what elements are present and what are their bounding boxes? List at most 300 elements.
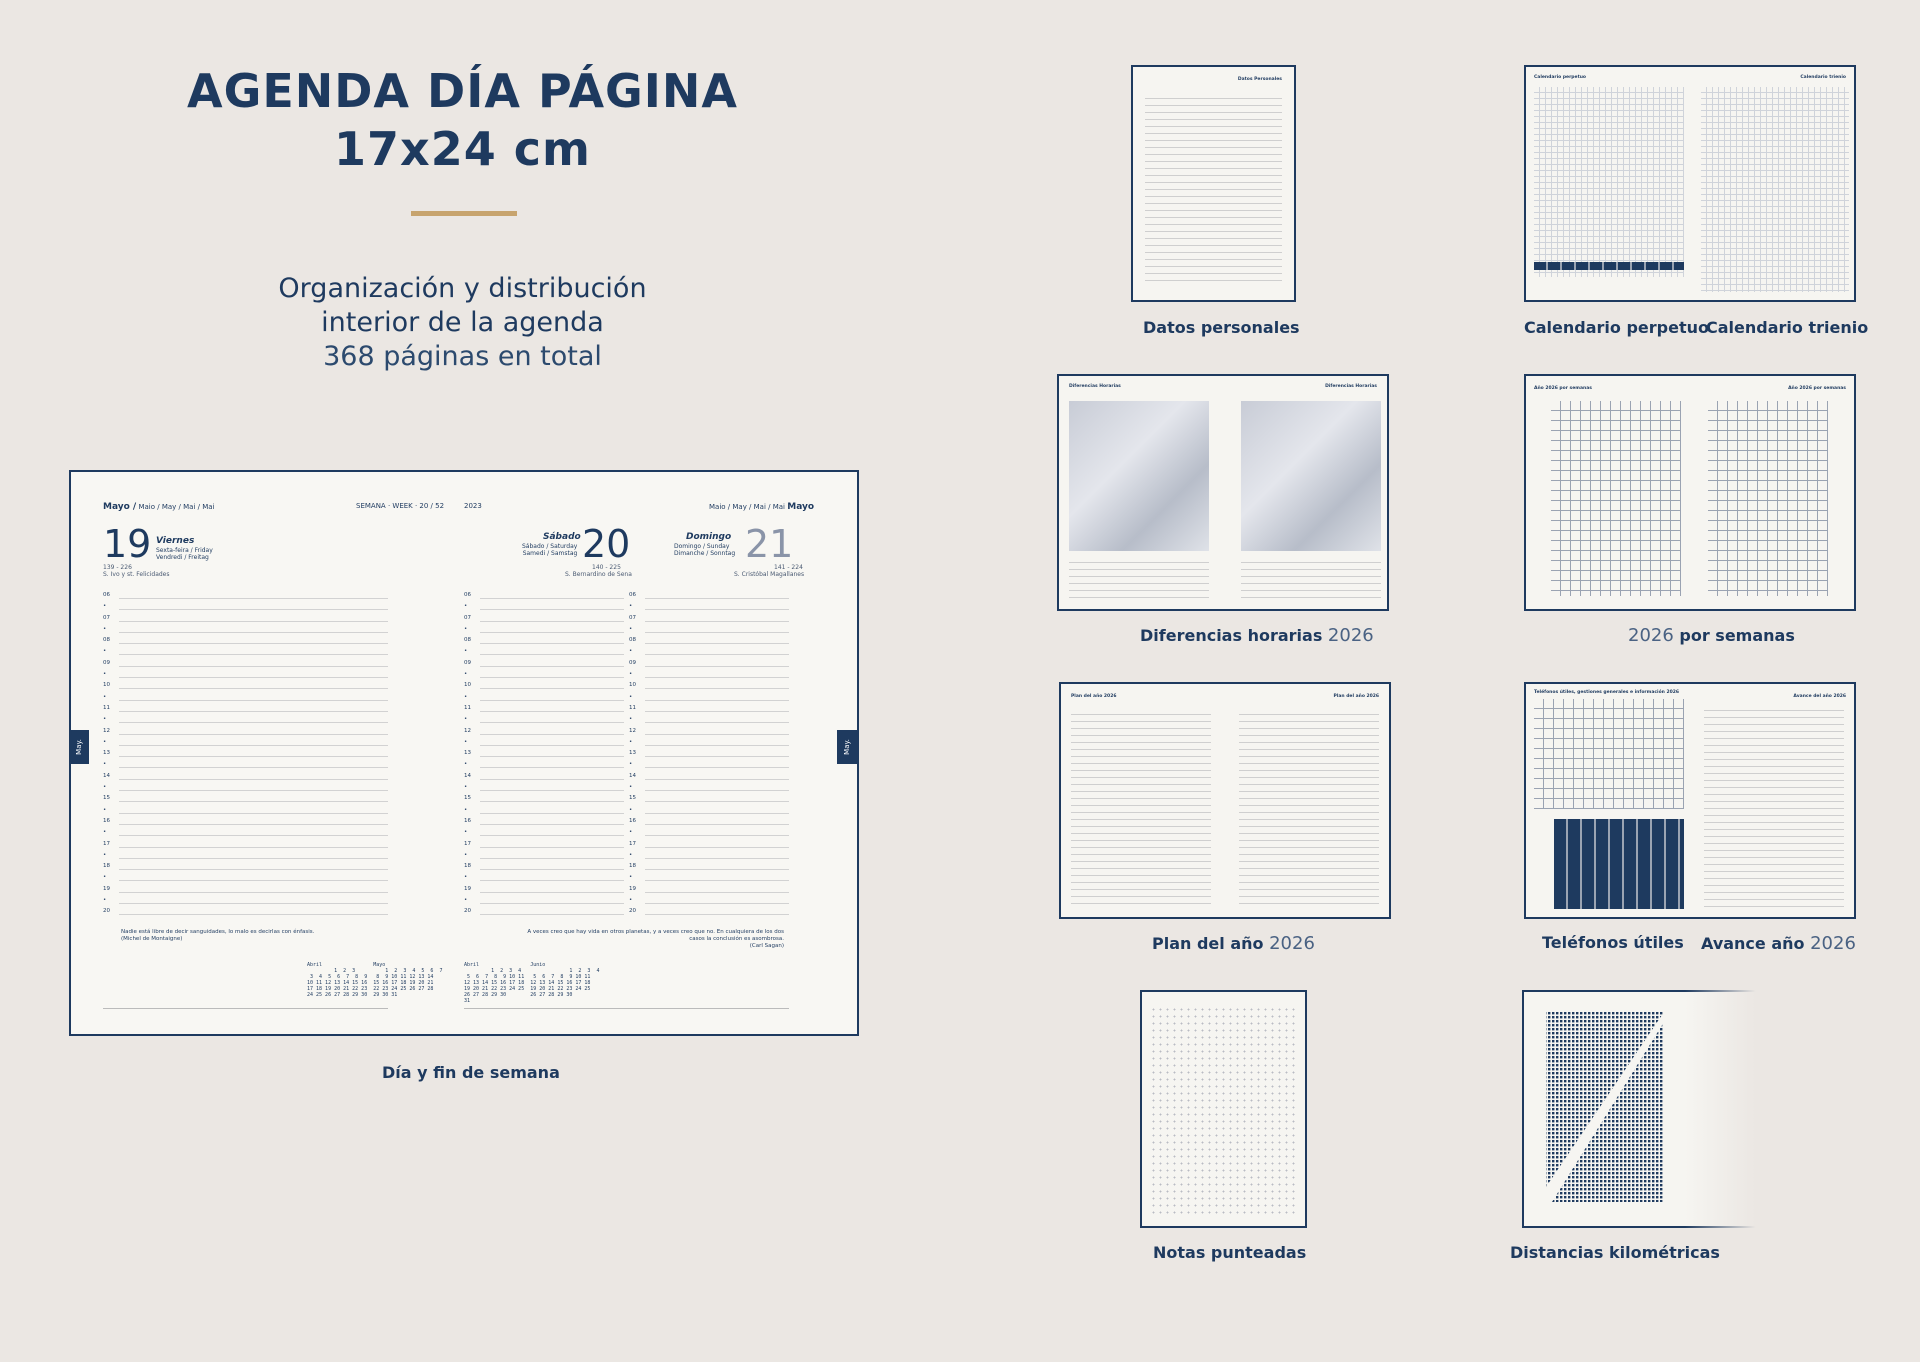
hour-row[interactable] xyxy=(103,841,388,852)
hour-line xyxy=(480,835,624,836)
hour-row[interactable] xyxy=(629,841,789,852)
hour-label: 07 xyxy=(103,614,110,621)
day-name-saturday: Sábado xyxy=(543,532,581,542)
divider xyxy=(103,1008,388,1009)
hour-row[interactable] xyxy=(629,637,789,648)
hour-label: • xyxy=(629,603,633,610)
hour-line xyxy=(119,801,388,802)
hour-line xyxy=(480,711,624,712)
caption-diferencias-horarias xyxy=(1140,625,1374,646)
hour-label: • xyxy=(629,716,633,723)
hour-row[interactable] xyxy=(464,592,624,603)
hour-row[interactable] xyxy=(464,897,624,908)
hour-line xyxy=(119,903,388,904)
hour-line xyxy=(645,598,789,599)
hour-label: • xyxy=(103,874,107,881)
hour-row[interactable] xyxy=(629,874,789,885)
hour-row[interactable] xyxy=(103,795,388,806)
hour-row[interactable] xyxy=(464,648,624,659)
hour-line xyxy=(645,700,789,701)
hour-row[interactable] xyxy=(464,818,624,829)
hour-row[interactable] xyxy=(103,852,388,863)
day-number-19: 19 xyxy=(103,522,152,566)
hour-line xyxy=(119,745,388,746)
hour-line xyxy=(119,700,388,701)
hour-row[interactable] xyxy=(464,863,624,874)
caption-plan-del-ano xyxy=(1152,933,1315,954)
month-tab-left[interactable] xyxy=(69,730,89,764)
hour-label: 09 xyxy=(464,659,471,666)
hour-row[interactable] xyxy=(103,615,388,626)
weeks-table-right xyxy=(1708,401,1828,596)
hour-row[interactable] xyxy=(103,818,388,829)
hour-line xyxy=(480,745,624,746)
sun-saint: S. Cristóbal Magallanes xyxy=(734,571,805,578)
hour-line xyxy=(480,609,624,610)
hour-row[interactable] xyxy=(103,807,388,818)
hour-row[interactable] xyxy=(464,773,624,784)
hour-row[interactable] xyxy=(629,660,789,671)
plan-left-lines xyxy=(1071,708,1211,908)
right-page xyxy=(464,472,857,1034)
hour-label: 11 xyxy=(103,704,110,711)
hour-label: 14 xyxy=(464,772,471,779)
hour-line xyxy=(480,756,624,757)
caption-year: 2026 xyxy=(1327,625,1374,646)
hour-row[interactable] xyxy=(629,615,789,626)
thumb-por-semanas xyxy=(1524,374,1856,611)
hour-label: 16 xyxy=(103,817,110,824)
hour-row[interactable] xyxy=(103,739,388,750)
hour-label: • xyxy=(464,603,468,610)
hour-label: • xyxy=(464,648,468,655)
hour-label: 09 xyxy=(629,659,636,666)
subtitle-line-1: Organización y distribución xyxy=(278,273,647,304)
day-spread-preview xyxy=(69,470,859,1036)
hour-row[interactable] xyxy=(629,682,789,693)
hour-line xyxy=(119,858,388,859)
hour-line xyxy=(119,914,388,915)
sat-trans-1: Sábado / Saturday xyxy=(522,543,578,550)
hour-label: 10 xyxy=(464,682,471,689)
hour-line xyxy=(119,654,388,655)
hour-label: • xyxy=(629,897,633,904)
thumb-title-plan-left: Plan del año 2026 xyxy=(1071,694,1117,699)
hour-label: 15 xyxy=(464,795,471,802)
thumb-title-tel: Teléfonos útiles, gestiones generales e información 2026 xyxy=(1534,690,1679,695)
hour-label: • xyxy=(464,716,468,723)
hour-label: 14 xyxy=(103,772,110,779)
hour-line xyxy=(645,722,789,723)
caption-year: 2026 xyxy=(1269,933,1315,954)
thumb-plan-del-ano xyxy=(1059,682,1391,919)
hour-line xyxy=(119,880,388,881)
hour-line xyxy=(119,767,388,768)
hour-label: • xyxy=(464,851,468,858)
hour-label: 17 xyxy=(629,840,636,847)
hour-row[interactable] xyxy=(629,694,789,705)
hour-line xyxy=(119,609,388,610)
hour-line xyxy=(480,801,624,802)
hour-line xyxy=(645,745,789,746)
title-line-2: 17x24 cm xyxy=(334,122,591,176)
day-number-21: 21 xyxy=(745,522,794,566)
hour-line xyxy=(645,813,789,814)
tab-label-right: May. xyxy=(842,739,851,755)
hour-label: • xyxy=(464,738,468,745)
hour-row[interactable] xyxy=(629,852,789,863)
hour-line xyxy=(119,779,388,780)
hour-line xyxy=(119,688,388,689)
mini-calendar-right: Abril Junio 1 2 3 4 1 2 3 4 5 6 7 8 9 10 11 5 6 7 8 9 10 11 12 13 14 15 16 17 18 12 13 14 15 16 17 18 19 20 21 22 23 24 25 19 20 21 22 23 24 25 26 27 28 29 30 26 27 28 29 30 31 xyxy=(464,962,600,1004)
hour-row[interactable] xyxy=(464,615,624,626)
hour-line xyxy=(645,914,789,915)
hour-row[interactable] xyxy=(464,716,624,727)
hour-line xyxy=(645,790,789,791)
caption-text: Plan del año xyxy=(1152,934,1264,953)
perpetual-grid xyxy=(1534,87,1684,277)
title-line-1: AGENDA DÍA PÁGINA xyxy=(186,64,739,118)
hour-line xyxy=(645,643,789,644)
hour-label: 08 xyxy=(464,637,471,644)
hour-row[interactable] xyxy=(103,716,388,727)
thumb-datos-personales xyxy=(1131,65,1296,302)
thumb-title-dif-right: Diferencias Horarias xyxy=(1325,384,1377,389)
thumb-title-dif-left: Diferencias Horarias xyxy=(1069,384,1121,389)
caption-year: 2026 xyxy=(1628,625,1674,646)
hour-label: 17 xyxy=(103,840,110,847)
day-translations-friday xyxy=(156,547,213,561)
gold-divider xyxy=(411,211,517,216)
caption-text: Avance año xyxy=(1701,934,1805,953)
hour-label: • xyxy=(464,671,468,678)
hour-row[interactable] xyxy=(464,660,624,671)
world-map-right xyxy=(1241,401,1381,551)
quote-left xyxy=(121,929,341,943)
hour-row[interactable] xyxy=(103,648,388,659)
hour-line xyxy=(119,824,388,825)
hour-line xyxy=(480,621,624,622)
hour-row[interactable] xyxy=(464,739,624,750)
hour-row[interactable] xyxy=(464,829,624,840)
hour-label: • xyxy=(629,851,633,858)
day-number-20: 20 xyxy=(582,522,631,566)
hour-label: 06 xyxy=(103,592,110,598)
left-month: Mayo / xyxy=(103,502,137,512)
hour-line xyxy=(480,722,624,723)
hour-label: • xyxy=(103,671,107,678)
caption-dia-fin-semana: Día y fin de semana xyxy=(382,1063,560,1082)
caption-por-semanas xyxy=(1628,625,1795,646)
hour-label: • xyxy=(464,897,468,904)
hour-line xyxy=(645,779,789,780)
hour-row[interactable] xyxy=(629,750,789,761)
hour-label: • xyxy=(103,829,107,836)
hour-line xyxy=(480,632,624,633)
hour-line xyxy=(645,835,789,836)
hour-row[interactable] xyxy=(103,886,388,897)
hour-row[interactable] xyxy=(103,761,388,772)
hour-label: • xyxy=(103,851,107,858)
hour-list-saturday xyxy=(464,592,624,920)
hour-label: • xyxy=(103,603,107,610)
hour-label: 09 xyxy=(103,659,110,666)
hour-label: • xyxy=(103,738,107,745)
hour-row[interactable] xyxy=(103,626,388,637)
day-translations-sunday xyxy=(674,543,735,557)
tab-label-left: May. xyxy=(74,739,83,755)
hour-label: 12 xyxy=(103,727,110,734)
caption-calendario-trienio: Calendario trienio xyxy=(1706,318,1869,337)
hour-row[interactable] xyxy=(629,648,789,659)
hour-line xyxy=(645,677,789,678)
hour-label: 12 xyxy=(629,727,636,734)
hour-row[interactable] xyxy=(103,784,388,795)
month-tab-right[interactable] xyxy=(837,730,857,764)
caption-avance-ano xyxy=(1701,933,1856,954)
thumb-title-plan-right: Plan del año 2026 xyxy=(1333,694,1379,699)
trienio-grid xyxy=(1701,87,1849,292)
hour-line xyxy=(480,779,624,780)
hour-row[interactable] xyxy=(629,603,789,614)
hour-line xyxy=(480,643,624,644)
hour-row[interactable] xyxy=(464,841,624,852)
hour-row[interactable] xyxy=(103,603,388,614)
navy-band xyxy=(1534,262,1684,270)
mini-calendar-left: Abril Mayo 1 2 3 1 2 3 4 5 6 7 3 4 5 6 7 8 9 8 9 10 11 12 13 14 10 11 12 13 14 15 16 15 16 17 18 19 20 21 17 18 19 20 21 22 23 22 23 24 25 26 27 28 24 25 26 27 28 29 30 29 30 31 xyxy=(307,962,443,998)
hour-label: • xyxy=(103,897,107,904)
hour-label: • xyxy=(103,648,107,655)
hour-row[interactable] xyxy=(103,908,388,919)
hour-label: 13 xyxy=(103,750,110,757)
hour-label: 18 xyxy=(629,863,636,870)
hour-label: • xyxy=(629,806,633,813)
hour-label: • xyxy=(103,761,107,768)
image-fade xyxy=(1685,990,1920,1235)
hour-row[interactable] xyxy=(464,637,624,648)
thumb-title-perpetuo: Calendario perpetuo xyxy=(1534,75,1587,80)
hour-row[interactable] xyxy=(103,694,388,705)
timezone-list-right xyxy=(1241,556,1381,601)
saint-name: S. Ivo y st. Felicidades xyxy=(103,571,170,578)
divider-right xyxy=(464,1008,789,1009)
hour-label: 06 xyxy=(629,592,636,598)
hour-list-sunday xyxy=(629,592,789,920)
thumb-calendarios xyxy=(1524,65,1856,302)
thumb-notas-punteadas xyxy=(1140,990,1307,1228)
hour-row[interactable] xyxy=(103,874,388,885)
hour-row[interactable] xyxy=(629,818,789,829)
hour-row[interactable] xyxy=(103,863,388,874)
hour-row[interactable] xyxy=(629,784,789,795)
hour-row[interactable] xyxy=(464,908,624,919)
hour-row[interactable] xyxy=(464,852,624,863)
caption-datos-personales: Datos personales xyxy=(1143,318,1300,337)
hour-row[interactable] xyxy=(103,671,388,682)
hour-line xyxy=(119,711,388,712)
hour-line xyxy=(645,711,789,712)
hour-row[interactable] xyxy=(103,682,388,693)
world-map-left xyxy=(1069,401,1209,551)
hour-row[interactable] xyxy=(103,592,388,603)
hour-line xyxy=(645,847,789,848)
thumb-title-trienio: Calendario trienio xyxy=(1800,75,1846,80)
hour-label: 12 xyxy=(464,727,471,734)
hour-label: 08 xyxy=(629,637,636,644)
hour-line xyxy=(119,643,388,644)
hour-row[interactable] xyxy=(464,671,624,682)
hour-line xyxy=(480,869,624,870)
hour-line xyxy=(119,835,388,836)
caption-year: 2026 xyxy=(1810,933,1856,954)
dot-grid xyxy=(1150,1006,1297,1218)
hour-row[interactable] xyxy=(629,773,789,784)
hour-label: • xyxy=(464,761,468,768)
hour-row[interactable] xyxy=(629,626,789,637)
hour-line xyxy=(119,734,388,735)
hour-row[interactable] xyxy=(464,705,624,716)
hour-line xyxy=(645,858,789,859)
hour-row[interactable] xyxy=(629,829,789,840)
hour-label: • xyxy=(629,625,633,632)
hour-label: 15 xyxy=(103,795,110,802)
caption-notas-punteadas: Notas punteadas xyxy=(1153,1243,1307,1262)
hour-line xyxy=(645,903,789,904)
hour-row[interactable] xyxy=(103,637,388,648)
hour-row[interactable] xyxy=(629,908,789,919)
hour-row[interactable] xyxy=(464,795,624,806)
hour-label: 15 xyxy=(629,795,636,802)
hour-line xyxy=(480,666,624,667)
hour-row[interactable] xyxy=(103,773,388,784)
hour-row[interactable] xyxy=(629,897,789,908)
hour-line xyxy=(119,869,388,870)
hour-label: 16 xyxy=(464,817,471,824)
quote-right xyxy=(514,929,784,950)
hour-row[interactable] xyxy=(629,795,789,806)
hour-line xyxy=(480,598,624,599)
hour-row[interactable] xyxy=(629,671,789,682)
hour-row[interactable] xyxy=(629,739,789,750)
hour-line xyxy=(645,756,789,757)
hour-line xyxy=(645,824,789,825)
hour-label: 07 xyxy=(629,614,636,621)
year-label: 2023 xyxy=(464,502,482,510)
hour-row[interactable] xyxy=(464,761,624,772)
hour-line xyxy=(645,880,789,881)
hour-label: 14 xyxy=(629,772,636,779)
hour-label: • xyxy=(103,806,107,813)
hour-label: • xyxy=(629,829,633,836)
hour-row[interactable] xyxy=(464,603,624,614)
hour-row[interactable] xyxy=(629,761,789,772)
hour-label: • xyxy=(103,716,107,723)
hour-row[interactable] xyxy=(464,750,624,761)
caption-telefonos-utiles: Teléfonos útiles xyxy=(1542,933,1684,952)
hour-label: 13 xyxy=(629,750,636,757)
hour-row[interactable] xyxy=(464,784,624,795)
hour-label: 20 xyxy=(629,908,636,915)
thumb-title-avance: Avance del año 2026 xyxy=(1793,694,1846,699)
quote-text-right: A veces creo que hay vida en otros planetas, y a veces creo que no. En cualquiera de los dos casos la conclusión es asombrosa. xyxy=(527,929,784,942)
hour-row[interactable] xyxy=(103,728,388,739)
hour-line xyxy=(119,892,388,893)
hour-line xyxy=(480,767,624,768)
hour-row[interactable] xyxy=(464,728,624,739)
thumb-title: Datos Personales xyxy=(1237,77,1282,82)
hour-line xyxy=(480,734,624,735)
hour-row[interactable] xyxy=(629,592,789,603)
hour-row[interactable] xyxy=(464,626,624,637)
right-month-header xyxy=(709,502,814,512)
hour-line xyxy=(480,654,624,655)
hour-label: • xyxy=(464,693,468,700)
right-month-langs: Maio / May / Mai / Mai xyxy=(709,503,786,511)
sun-trans-2: Dimanche / Sonntag xyxy=(674,550,736,557)
hour-line xyxy=(645,654,789,655)
left-month-langs: Maio / May / Mai / Mai xyxy=(138,503,215,511)
hour-label: 06 xyxy=(464,592,471,598)
hour-label: 19 xyxy=(464,885,471,892)
hour-row[interactable] xyxy=(103,829,388,840)
hour-label: 16 xyxy=(629,817,636,824)
hour-line xyxy=(119,677,388,678)
hour-row[interactable] xyxy=(629,716,789,727)
hour-row[interactable] xyxy=(103,750,388,761)
hour-row[interactable] xyxy=(464,874,624,885)
page-title xyxy=(160,62,765,178)
hour-label: • xyxy=(103,625,107,632)
thumb-telefonos-avance xyxy=(1524,682,1856,919)
hour-line xyxy=(119,598,388,599)
timezone-list-left xyxy=(1069,556,1209,601)
hour-row[interactable] xyxy=(464,682,624,693)
hour-label: • xyxy=(464,829,468,836)
hour-line xyxy=(119,847,388,848)
hour-label: • xyxy=(629,874,633,881)
hour-row[interactable] xyxy=(464,886,624,897)
hour-row[interactable] xyxy=(103,897,388,908)
hour-row[interactable] xyxy=(464,694,624,705)
hour-label: • xyxy=(629,761,633,768)
hour-label: • xyxy=(629,648,633,655)
holiday-calendar xyxy=(1554,819,1684,909)
hour-row[interactable] xyxy=(629,728,789,739)
hour-row[interactable] xyxy=(103,660,388,671)
hour-row[interactable] xyxy=(464,807,624,818)
hour-line xyxy=(480,790,624,791)
hour-line xyxy=(119,790,388,791)
hour-row[interactable] xyxy=(629,807,789,818)
week-label: SEMANA · WEEK · 20 / 52 xyxy=(356,502,445,510)
subtitle-line-3: 368 páginas en total xyxy=(323,341,602,372)
hour-row[interactable] xyxy=(629,705,789,716)
hour-label: 10 xyxy=(103,682,110,689)
hour-line xyxy=(480,824,624,825)
hour-label: • xyxy=(629,671,633,678)
hour-label: 18 xyxy=(103,863,110,870)
day-name-friday: Viernes xyxy=(156,536,195,546)
thumb-title-sem-left: Año 2026 por semanas xyxy=(1534,386,1592,391)
hour-row[interactable] xyxy=(629,886,789,897)
hour-row[interactable] xyxy=(629,863,789,874)
hour-label: 20 xyxy=(464,908,471,915)
hour-row[interactable] xyxy=(103,705,388,716)
hour-line xyxy=(119,632,388,633)
hour-label: 07 xyxy=(464,614,471,621)
day-count: 139 - 226 xyxy=(103,564,132,571)
sat-saint: S. Bernardino de Sena xyxy=(565,571,632,578)
